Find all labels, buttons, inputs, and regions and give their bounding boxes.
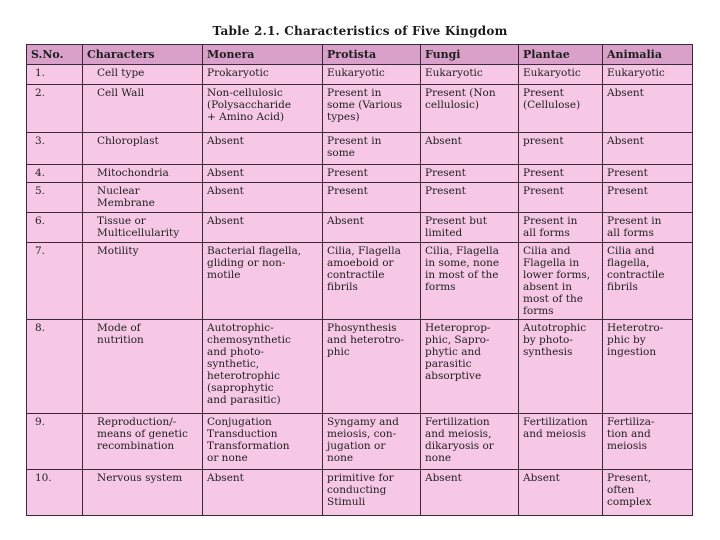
header-animalia: Animalia bbox=[603, 45, 693, 65]
table-row bbox=[27, 85, 693, 133]
header-sno: S.No. bbox=[27, 45, 83, 65]
cell-sno: 1. bbox=[27, 65, 83, 85]
cell-protista: Eukaryotic bbox=[323, 65, 421, 85]
cell-character: Tissue or Multicellularity bbox=[83, 213, 203, 243]
cell-fungi: Heteroprop- phic, Sapro- phytic and parasitic absorptive bbox=[421, 319, 519, 413]
table-row bbox=[27, 65, 693, 85]
table-row bbox=[27, 243, 693, 319]
cell-character: Mode of nutrition bbox=[83, 319, 203, 413]
cell-sno: 10. bbox=[27, 469, 83, 515]
cell-character: Mitochondria bbox=[83, 165, 203, 183]
cell-animalia: Eukaryotic bbox=[603, 65, 693, 85]
header-fungi: Fungi bbox=[421, 45, 519, 65]
header-protista: Protista bbox=[323, 45, 421, 65]
table-row bbox=[27, 133, 693, 165]
cell-plantae: Fertilization and meiosis bbox=[519, 413, 603, 469]
cell-fungi: Fertilization and meiosis, dikaryosis or none bbox=[421, 413, 519, 469]
table-row bbox=[27, 319, 693, 413]
cell-protista: Present bbox=[323, 183, 421, 213]
cell-plantae: present bbox=[519, 133, 603, 165]
cell-sno: 4. bbox=[27, 165, 83, 183]
cell-character: Chloroplast bbox=[83, 133, 203, 165]
cell-animalia: Heterotro- phic by ingestion bbox=[603, 319, 693, 413]
cell-fungi: Present but limited bbox=[421, 213, 519, 243]
cell-animalia: Fertiliza- tion and meiosis bbox=[603, 413, 693, 469]
cell-monera: Absent bbox=[203, 133, 323, 165]
cell-sno: 7. bbox=[27, 243, 83, 319]
header-monera: Monera bbox=[203, 45, 323, 65]
cell-character: Cell type bbox=[83, 65, 203, 85]
five-kingdom-table bbox=[26, 44, 693, 516]
header-plantae: Plantae bbox=[519, 45, 603, 65]
cell-fungi: Eukaryotic bbox=[421, 65, 519, 85]
cell-fungi: Present bbox=[421, 165, 519, 183]
cell-animalia: Absent bbox=[603, 133, 693, 165]
cell-protista: Present bbox=[323, 165, 421, 183]
cell-monera: Absent bbox=[203, 469, 323, 515]
cell-fungi: Present bbox=[421, 183, 519, 213]
table-row bbox=[27, 413, 693, 469]
cell-animalia: Present bbox=[603, 165, 693, 183]
cell-animalia: Present bbox=[603, 183, 693, 213]
table-row bbox=[27, 183, 693, 213]
cell-character: Motility bbox=[83, 243, 203, 319]
cell-character: Reproduction/- means of genetic recombination bbox=[83, 413, 203, 469]
cell-sno: 6. bbox=[27, 213, 83, 243]
cell-protista: Present in some (Various types) bbox=[323, 85, 421, 133]
cell-character: Cell Wall bbox=[83, 85, 203, 133]
cell-protista: primitive for conducting Stimuli bbox=[323, 469, 421, 515]
cell-animalia: Present, often complex bbox=[603, 469, 693, 515]
table-row bbox=[27, 165, 693, 183]
cell-protista: Present in some bbox=[323, 133, 421, 165]
cell-plantae: Eukaryotic bbox=[519, 65, 603, 85]
cell-plantae: Present in all forms bbox=[519, 213, 603, 243]
cell-plantae: Autotrophic by photo- synthesis bbox=[519, 319, 603, 413]
cell-protista: Cilia, Flagella amoeboid or contractile fibrils bbox=[323, 243, 421, 319]
cell-plantae: Present bbox=[519, 183, 603, 213]
cell-monera: Non-cellulosic (Polysaccharide + Amino Acid) bbox=[203, 85, 323, 133]
table-title: Table 2.1. Characteristics of Five Kingdom bbox=[212, 24, 508, 38]
cell-monera: Absent bbox=[203, 183, 323, 213]
cell-monera: Absent bbox=[203, 213, 323, 243]
cell-sno: 9. bbox=[27, 413, 83, 469]
cell-plantae: Present bbox=[519, 165, 603, 183]
cell-animalia: Absent bbox=[603, 85, 693, 133]
cell-monera: Absent bbox=[203, 165, 323, 183]
cell-fungi: Cilia, Flagella in some, none in most of the forms bbox=[421, 243, 519, 319]
cell-fungi: Absent bbox=[421, 133, 519, 165]
table-row bbox=[27, 469, 693, 515]
cell-animalia: Present in all forms bbox=[603, 213, 693, 243]
cell-monera: Bacterial flagella, gliding or non- motile bbox=[203, 243, 323, 319]
header-row bbox=[27, 45, 693, 65]
table-row bbox=[27, 213, 693, 243]
cell-protista: Absent bbox=[323, 213, 421, 243]
cell-sno: 8. bbox=[27, 319, 83, 413]
cell-character: Nuclear Membrane bbox=[83, 183, 203, 213]
cell-monera: Conjugation Transduction Transformation or none bbox=[203, 413, 323, 469]
cell-plantae: Absent bbox=[519, 469, 603, 515]
cell-monera: Prokaryotic bbox=[203, 65, 323, 85]
cell-monera: Autotrophic- chemosynthetic and photo- synthetic, heterotrophic (saprophytic and parasitic) bbox=[203, 319, 323, 413]
cell-character: Nervous system bbox=[83, 469, 203, 515]
cell-protista: Phosynthesis and heterotro- phic bbox=[323, 319, 421, 413]
cell-sno: 2. bbox=[27, 85, 83, 133]
cell-sno: 5. bbox=[27, 183, 83, 213]
cell-plantae: Cilia and Flagella in lower forms, absent in most of the forms bbox=[519, 243, 603, 319]
cell-protista: Syngamy and meiosis, con- jugation or none bbox=[323, 413, 421, 469]
cell-fungi: Present (Non cellulosic) bbox=[421, 85, 519, 133]
cell-sno: 3. bbox=[27, 133, 83, 165]
cell-animalia: Cilia and flagella, contractile fibrils bbox=[603, 243, 693, 319]
cell-plantae: Present (Cellulose) bbox=[519, 85, 603, 133]
header-characters: Characters bbox=[83, 45, 203, 65]
cell-fungi: Absent bbox=[421, 469, 519, 515]
